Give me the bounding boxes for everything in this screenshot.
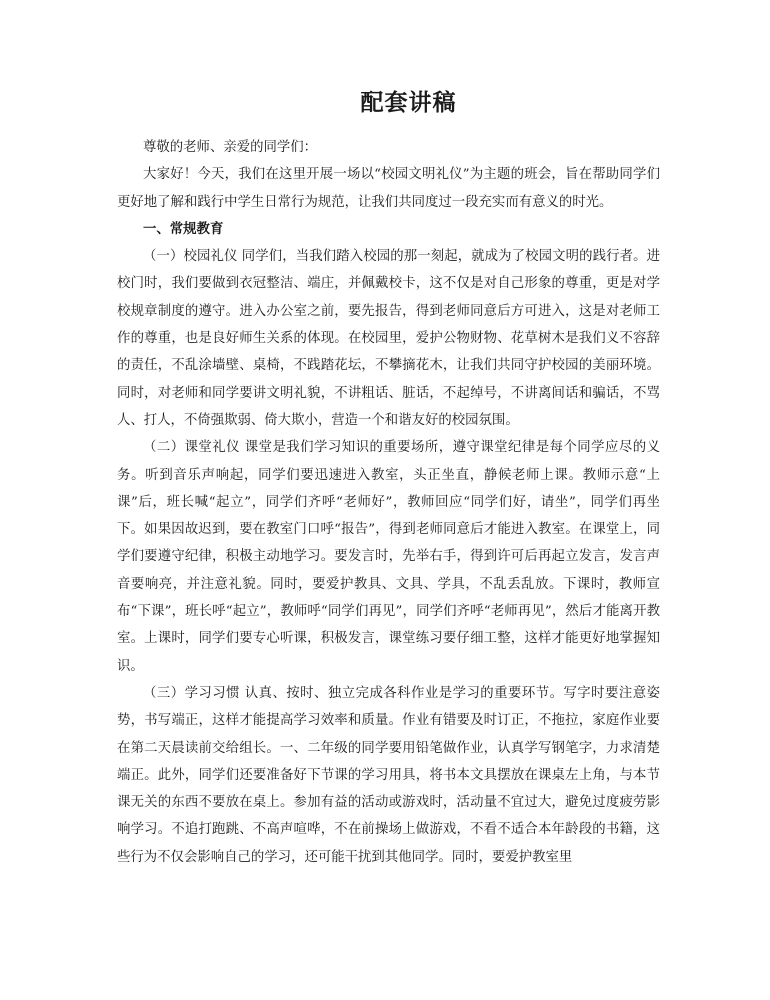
document-page <box>117 86 660 871</box>
section-heading-routine-education: 一、常规教育 <box>143 220 224 237</box>
paragraph-campus-etiquette: （一）校园礼仪 同学们，当我们踏入校园的那一刻起，就成为了校园文明的践行者。进校门时，我们要做到衣冠整洁、端庄，并佩戴校卡，这不仅是对自己形象的尊重，更是对学校规章制度的遵守。进入办公室之前，要先报告，得到老师同意后方可进入，这是对老师工作的尊重，也是良好师生关系的体现。在校园里，爱护公物财物、花草树木是我们义不容辞的责任，不乱涂墙壁、桌椅，不践踏花坛，不攀摘花木，让我们共同守护校园的美丽环境。同时，对老师和同学要讲文明礼貌，不讲粗话、脏话，不起绰号，不讲离间话和骗话，不骂人、打人，不倚强欺弱、倚大欺小，营造一个和谐友好的校园氛围。 <box>117 249 660 428</box>
salutation: 尊敬的老师、亲爱的同学们： <box>143 140 318 155</box>
intro-paragraph: 大家好！今天，我们在这里开展一场以“校园文明礼仪”为主题的班会，旨在帮助同学们更好地了解和践行中学生日常行为规范，让我们共同度过一段充实而有意义的时光。 <box>117 167 660 210</box>
paragraph-classroom-etiquette: （二）课堂礼仪 课堂是我们学习知识的重要场所，遵守课堂纪律是每个同学应尽的义务。听到音乐声响起，同学们要迅速进入教室，头正坐直，静候老师上课。教师示意“上课”后，班长喊“起立”，同学们齐呼“老师好”，教师回应“同学们好，请坐”，同学们再坐下。如果因故迟到，要在教室门口呼“报告”，得到老师同意后才能进入教室。在课堂上，同学们要遵守纪律，积极主动地学习。要发言时，先举右手，得到许可后再起立发言，发言声音要响亮，并注意礼貌。同时，要爱护教具、文具、学具，不乱丢乱放。下课时，教师宣布“下课”，班长呼“起立”，教师呼“同学们再见”，同学们齐呼“老师再见”，然后才能离开教室。上课时，同学们要专心听课，积极发言，课堂练习要仔细工整，这样才能更好地掌握知识。 <box>117 440 660 674</box>
page-title: 配套讲稿 <box>360 89 457 116</box>
paragraph-study-habits: （三）学习习惯 认真、按时、独立完成各科作业是学习的重要环节。写字时要注意姿势，书写端正，这样才能提高学习效率和质量。作业有错要及时订正，不拖拉，家庭作业要在第二天晨读前交给组长。一、二年级的同学要用铅笔做作业，认真学写钢笔字，力求清楚端正。此外，同学们还要准备好下节课的学习用具，将书本文具摆放在课桌左上角，与本节课无关的东西不要放在桌上。参加有益的活动或游戏时，活动量不宜过大，避免过度疲劳影响学习。不追打跑跳、不高声喧哗，不在前操场上做游戏，不看不适合本年龄段的书籍，这些行为不仅会影响自己的学习，还可能干扰到其他同学。同时，要爱护教室里 <box>117 685 660 865</box>
